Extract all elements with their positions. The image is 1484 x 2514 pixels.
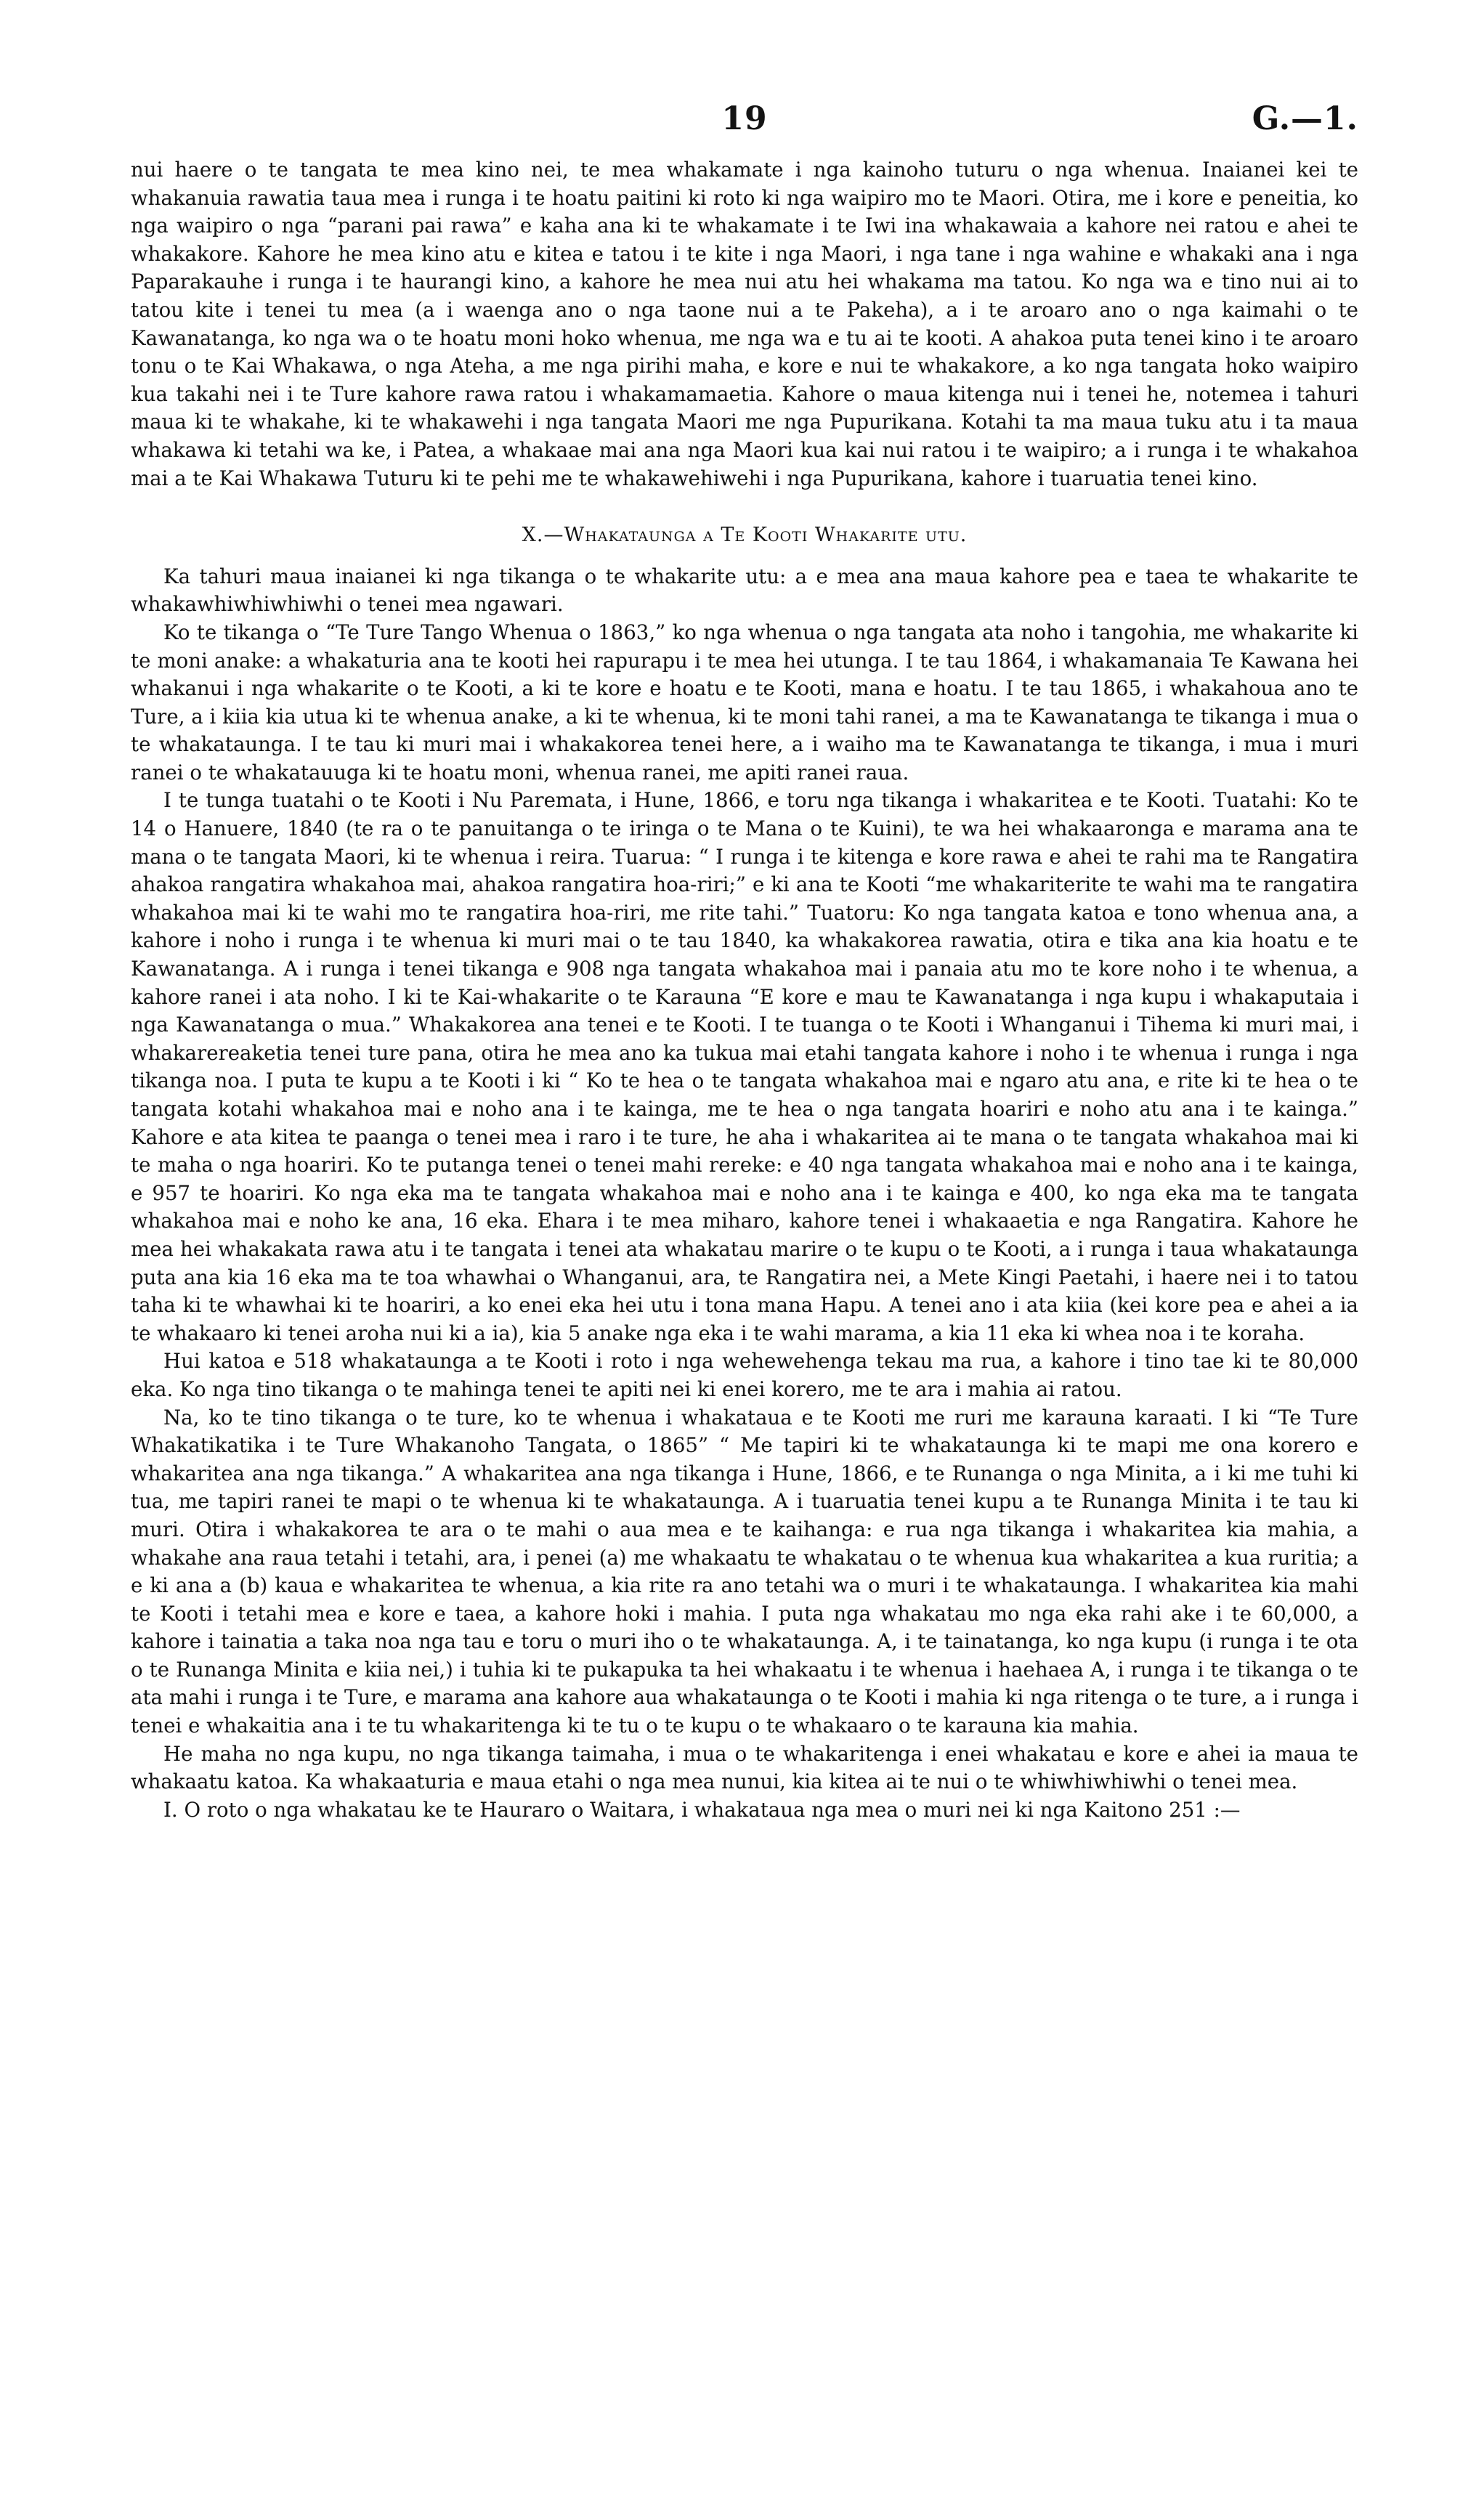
paragraph: I te tunga tuatahi o te Kooti i Nu Paremata, i Hune, 1866, e toru nga tikanga i whakaritea e te Kooti. Tuatahi: Ko te 14 o Hanuere, 1840 (te ra o te panuitanga o te iringa o te Mana o te Kuini), te wa hei whakaaronga e marama ana te mana o te tangata Maori, ki te whenua i reira. Tuarua: “ I runga i te kitenga e kore rawa e ahei te rahi ma te Rangatira ahakoa rangatira whakahoa mai, ahakoa rangatira hoa-riri;” e ki ana te Kooti “me whakariterite te wahi ma te rangatira whakahoa mai ki te wahi mo te rangatira hoa-riri, me rite tahi.” Tuatoru: Ko nga tangata katoa e tono whenua ana, a kahore i noho i runga i te whenua ki muri mai o te tau 1840, ka whakakorea rawatia, otira e tika ana kia hoatu e te Kawanatanga. A i runga i tenei tikanga e 908 nga tangata whakahoa mai i panaia atu mo te kore noho i te whenua, a kahore ranei i ata noho. I ki te Kai-whakarite o te Karauna “E kore e mau te Kawanatanga i nga kupu i whakaputaia i nga Kawanatanga o mua.” Whakakorea ana tenei e te Kooti. I te tuanga o te Kooti i Whanganui i Tihema ki muri mai, i whakarereaketia tenei ture pana, otira he mea ano ka tukua mai etahi tangata kahore i noho i te whenua i runga i nga tikanga noa. I puta te kupu a te Kooti i ki “ Ko te hea o te tangata whakahoa mai e ngaro atu ana, e rite ki te hea o te tangata kotahi whakahoa mai e noho ana i te kainga, me te hea o nga tangata hoariri e noho atu ana i te kainga.” Kahore e ata kitea te paanga o tenei mea i raro i te ture, he aha i whakaritea ai te mana o te tangata whakahoa mai ki te maha o nga hoariri. Ko te putanga tenei o tenei mahi rereke: e 40 nga tangata whakahoa mai e noho ana i te kainga, e 957 te hoariri. Ko nga eka ma te tangata whakahoa mai e noho ana i te kainga e 400, ko nga eka ma te tangata whakahoa mai e noho ke ana, 16 eka. Ehara i te mea miharo, kahore tenei i whakaaetia e nga Rangatira. Kahore he mea hei whakakata rawa atu i te tangata i tenei ata whakatau marire o te kupu o te Kooti, a i runga i taua whakataunga puta ana kia 16 eka ma te toa whawhai o Whanganui, ara, te Rangatira nei, a Mete Kingi Paetahi, i haere nei i to tatou taha ki te whawhai ki te hoariri, a ko enei eka hei utu i tona mana Hapu. A tenei ano i ata kiia (kei kore pea e ahei a ia te whakaaro ki tenei aroha nui ki a ia), kia 5 anake nga eka i te wahi marama, a kia 11 eka ki whea noa i te koraha. xyxy=(131,788,1358,1345)
paragraph-continuation: nui haere o te tangata te mea kino nei, te mea whakamate i nga kainoho tuturu o nga whenua. Inaianei kei te whakanuia rawatia taua mea i runga i te hoatu paitini ki roto ki nga waipiro mo te Maori. Otira, me i kore e peneitia, ko nga waipiro o nga “parani pai rawa” e kaha ana ki te whakamate i te Iwi ina whakawaia a kahore nei ratou e ahei te whakakore. Kahore he mea kino atu e kitea e tatou i te kite i nga Maori, i nga tane i nga wahine e whakaki ana i nga Paparakauhe i runga i te haurangi kino, a kahore he mea nui atu hei whakama ma tatou. Ko nga wa e tino nui ai to tatou kite i tenei tu mea (a i waenga ano o nga taone nui a te Pakeha), a i te aroaro ano o nga kaimahi o te Kawanatanga, ko nga wa o te hoatu moni hoko whenua, me nga wa e tu ai te kooti. A ahakoa puta tenei kino i te aroaro tonu o te Kai Whakawa, o nga Ateha, a me nga pirihi maha, e kore e nui te whakakore, a ko nga tangata hoko waipiro kua takahi nei i te Ture kahore rawa ratou i whakamamaetia. Kahore o maua kitenga nui i tenei he, notemea i tahuri maua ki te whakahe, ki te whakawehi i nga tangata Maori me nga Pupurikana. Kotahi ta ma maua tuku atu i ta maua whakawa ki tetahi wa ke, i Patea, a whakaae mai ana nga Maori kua kai nui ratou i te waipiro; a i runga i te whakahoa mai a te Kai Whakawa Tuturu ki te pehi me te whakawehiwehi i nga Pupurikana, kahore i tuaruatia tenei kino. xyxy=(131,158,1358,490)
paragraph: He maha no nga kupu, no nga tikanga taimaha, i mua o te whakaritenga i enei whakatau e kore e ahei ia maua te whakaatu katoa. Ka whakaaturia e maua etahi o nga mea nunui, kia kitea ai te nui o te whiwhiwhiwhi o tenei mea. xyxy=(131,1741,1358,1794)
paragraph: Ka tahuri maua inaianei ki nga tikanga o te whakarite utu: a e mea ana maua kahore pea e taea te whakarite te whakawhiwhiwhiwhi o tenei mea ngawari. xyxy=(131,564,1358,617)
paragraph: Na, ko te tino tikanga o te ture, ko te whenua i whakataua e te Kooti me ruri me karauna karaati. I ki “Te Ture Whakatikatika i te Ture Whakanoho Tangata, o 1865” “ Me tapiri ki te whakataunga ki te mapi me ona korero e whakaritea ana nga tikanga.” A whakaritea ana nga tikanga i Hune, 1866, e te Runanga o nga Minita, a i ki me tuhi ki tua, me tapiri ranei te mapi o te whenua ki te whakataunga. A i tuaruatia tenei kupu a te Runanga Minita i te tau ki muri. Otira i whakakorea te ara o te mahi o aua mea e te kaihanga: e rua nga tikanga i whakaritea kia mahia, a whakahe ana raua tetahi i tetahi, ara, i penei (a) me whakaatu te whakatau o te whenua kua whakaritea a kua ruritia; a e ki ana a (b) kaua e whakaritea te whenua, a kia rite ra ano tetahi wa o muri i te whakataunga. I whakaritea kia mahi te Kooti i tetahi mea e kore e taea, a kahore hoki i mahia. I puta nga whakatau mo nga eka rahi ake i te 60,000, a kahore i tainatia a taka noa nga tau e toru o muri iho o te whakataunga. A, i te tainatanga, ko nga kupu (i runga i te ota o te Runanga Minita e kiia nei,) i tuhia ki te pukapuka ta hei whakaatu i te whenua i haehaea A, i runga i te tikanga o te ata mahi i runga i te Ture, e marama ana kahore aua whakataunga o te Kooti i mahia ki nga ritenga o te ture, a i runga i tenei e whakaitia ana i te tu whakaritenga ki te tu o te kupu o te whakaaro o te karauna kia mahia. xyxy=(131,1405,1358,1738)
paragraph: Hui katoa e 518 whakataunga a te Kooti i roto i nga wehewehenga tekau ma rua, a kahore i tino tae ki te 80,000 eka. Ko nga tino tikanga o te mahinga tenei te apiti nei ki enei korero, me te ara i mahia ai ratou. xyxy=(131,1349,1358,1401)
paragraph: Ko te tikanga o “Te Ture Tango Whenua o 1863,” ko nga whenua o nga tangata ata noho i tangohia, me whakarite ki te moni anake: a whakaturia ana te kooti hei rapurapu i te mea hei utunga. I te tau 1864, i whakamanaia Te Kawana hei whakanui i nga whakarite o te Kooti, a ki te kore e hoatu e te Kooti, mana e hoatu. I te tau 1865, i whakahoua ano te Ture, a i kiia kia utua ki te whenua anake, a ki te whenua, ki te moni tahi ranei, a ma te Kawanatanga te tikanga i mua o te whakataunga. I te tau ki muri mai i whakakorea tenei here, a i waiho ma te Kawanatanga te tikanga, i mua i muri ranei o te whakatauuga ki te hoatu moni, whenua ranei, me apiti ranei raua. xyxy=(131,620,1358,784)
paragraph: I. O roto o nga whakatau ke te Hauraro o Waitara, i whakataua nga mea o muri nei ki nga Kaitono 251 :— xyxy=(163,1797,1241,1822)
page-number: 19 xyxy=(721,100,768,137)
page-header xyxy=(131,100,1358,151)
document-reference: G.—1. xyxy=(1252,100,1358,137)
body-text xyxy=(131,156,1358,1824)
section-heading: X.—Whakataunga a Te Kooti Whakarite utu. xyxy=(522,524,968,547)
